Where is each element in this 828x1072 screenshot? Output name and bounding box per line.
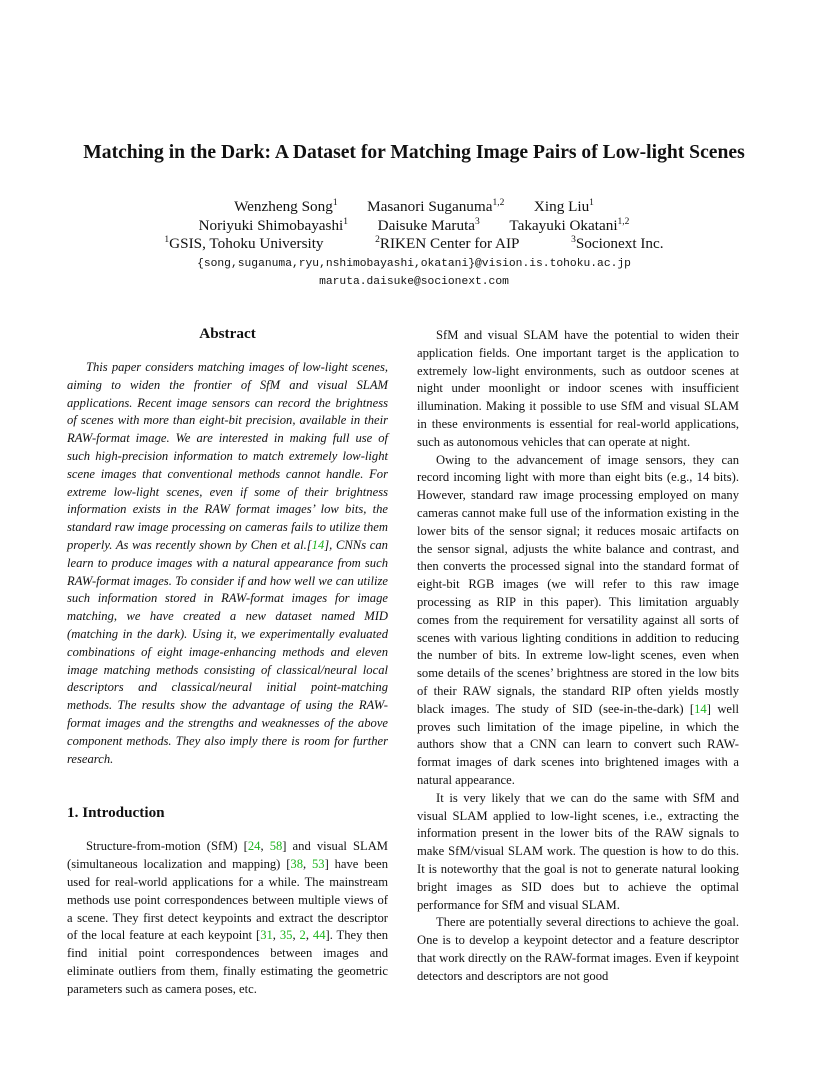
citation-link[interactable]: 53 [312, 857, 325, 872]
citation-link[interactable]: 38 [290, 857, 303, 872]
author-name: Wenzheng Song$^1$ [234, 198, 338, 215]
author-line-2 [0, 216, 828, 235]
citation-link[interactable]: 14 [694, 701, 707, 716]
affiliation: $^3$Socionext Inc. [571, 235, 664, 252]
citation-link[interactable]: 31 [260, 928, 273, 943]
affiliation: $^1$GSIS, Tohoku University [164, 235, 324, 252]
citation-link[interactable]: 44 [312, 928, 326, 943]
author-name: Daisuke Maruta$^3$ [377, 217, 480, 234]
citation-link[interactable]: 24 [247, 839, 261, 854]
author-email-2: maruta.daisuke@socionext.com [319, 276, 509, 288]
section-heading-introduction: 1. Introduction [67, 804, 165, 822]
body-paragraph: Owing to the advancement of image sensors, they can record incoming light with more than eight bits (e.g., 14 bits). However, standard raw image processing employed on many cameras cannot make full use of the information existing in the lower bits of the sensor signal; it reduces mosaic artifacts on the sensor signal, adjusts the white balance and contrast, and then converts the processed signal into the standard format of eight-bit RGB images (we will refer to this raw image processing as RIP in this paper). This limitation arguably comes from the requirement for versatility against all sorts of scenes with various lighting conditions in addition to reducing the number of bits. In extreme low-light scenes, even when some details of the scenes’ brightness are stored in the low bits of their RAW signals, the standard RIP often yields mostly black images. The study of SID (see-in-the-dark) [14] well proves such limitation of the image pipeline, in which the authors show that a CNN can learn to convert such RAW-format images of dark scenes into brightened images with a natural appearance. [417, 452, 739, 787]
author-name: Noriyuki Shimobayashi$^1$ [198, 217, 349, 234]
body-paragraph: SfM and visual SLAM have the potential to widen their application fields. One important target is the application to extremely low-light environments, such as outdoor scenes at night under moonlight or indoor scenes with insufficient illumination. Making it possible to use SfM and visual SLAM in these environments is essential for real-world applications, such as autonomous vehicles that can operate at night. [417, 328, 739, 449]
paper-title: Matching in the Dark: A Dataset for Matching Image Pairs of Low-light Scenes [83, 142, 745, 163]
abstract-text: This paper considers matching images of low-light scenes, aiming to widen the frontier of SfM and visual SLAM applications. Recent image sensors can record the brightness of scenes with more than eight-bit precision, available in their RAW-format image. We are interested in making full use of such high-precision information to match extremely low-light scene images that conventional methods cannot handle. For extreme low-light scenes, even if some of their brightness information exists in the RAW format images’ low bits, the standard raw image processing on cameras fails to utilize them properly. As was recently shown by Chen et al.[14], CNNs can learn to produce images with a natural appearance from such RAW-format images. To consider if and how well we can utilize such information stored in RAW-format images for image matching, we have created a new dataset named MID (matching in the dark). Using it, we experimentally evaluated combinations of eight image-enhancing methods and eleven image matching methods consisting of classical/neural local descriptors and classical/neural initial point-matching methods. The results show the advantage of using the RAW-format images and the strengths and weaknesses of the above component methods. They also imply there is room for further research. [67, 360, 388, 766]
author-name: Masanori Suganuma$^{1,2}$ [367, 198, 505, 215]
author-email-1: {song,suganuma,ryu,nshimobayashi,okatani}@vision.is.tohoku.ac.jp [197, 258, 631, 270]
intro-paragraph: Structure-from-motion (SfM) [24, 58] and visual SLAM (simultaneous localization and mapping) [38, 53] have been used for real-world applications for a while. The mainstream methods use point correspondences between multiple views of a scene. They first detect keypoints and extract the descriptor of the local feature at each keypoint [31, 35, 2, 44]. They then find initial point correspondences between images and eliminate outliers from them, finally estimating the geometric parameters such as camera poses, etc. [67, 839, 389, 996]
right-column [417, 327, 739, 985]
author-name: Takayuki Okatani$^{1,2}$ [509, 217, 630, 234]
left-column [67, 324, 388, 999]
body-paragraph: It is very likely that we can do the same with SfM and visual SLAM applied to low-light scenes, i.e., extracting the information present in the lower bits of the RAW signals to make SfM/visual SLAM work. The question is how to do this. It is noteworthy that the goal is not to generate natural looking bright images as SID does but to achieve the optimal performance for SfM and visual SLAM. [417, 790, 739, 912]
affiliation: $^2$RIKEN Center for AIP [375, 235, 520, 252]
citation-link[interactable]: 35 [279, 928, 293, 943]
body-paragraph: There are potentially several directions to achieve the goal. One is to develop a keypoint detector and a feature descriptor that work directly on the RAW-format images. Even if keypoint detectors and descriptors are not good [417, 915, 739, 983]
affiliation-line [0, 234, 828, 253]
author-name: Xing Liu$^1$ [533, 198, 594, 215]
abstract-heading: Abstract [199, 325, 256, 342]
citation-link[interactable]: 2 [299, 928, 306, 943]
citation-link[interactable]: 14 [311, 537, 325, 552]
citation-link[interactable]: 58 [269, 839, 283, 854]
author-line-1 [0, 197, 828, 216]
